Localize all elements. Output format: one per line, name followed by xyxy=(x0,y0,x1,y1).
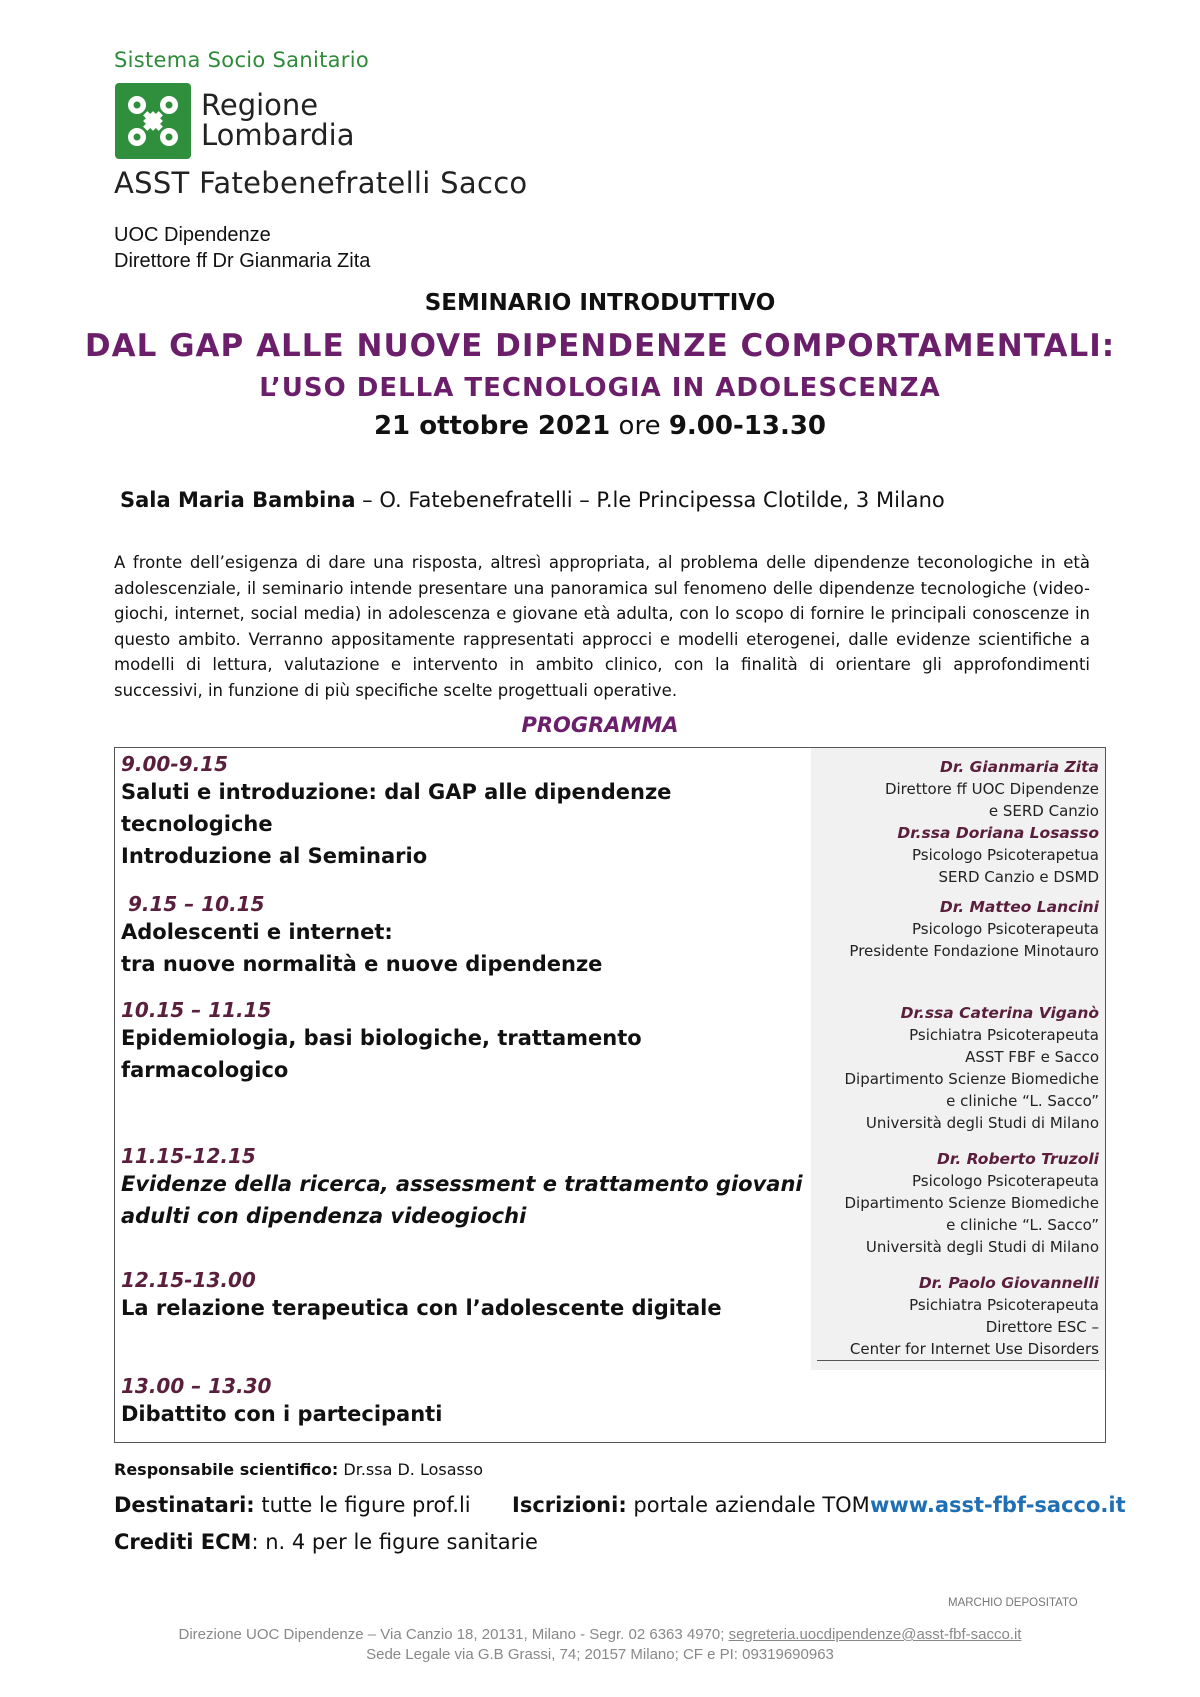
resp-value: Dr.ssa D. Losasso xyxy=(338,1460,483,1479)
dest-label: Destinatari: xyxy=(114,1493,255,1517)
logo-line-regione: Regione xyxy=(201,88,319,122)
regione-lombardia-logo-icon xyxy=(115,83,191,159)
session-cell xyxy=(115,994,812,1140)
speaker-role: e cliniche “L. Sacco” xyxy=(946,1092,1099,1110)
uoc-name: UOC Dipendenze xyxy=(114,224,271,246)
event-type: SEMINARIO INTRODUTTIVO xyxy=(424,290,776,316)
speaker-role: SERD Canzio e DSMD xyxy=(938,868,1099,886)
session-cell xyxy=(115,1140,812,1264)
ecm-credits xyxy=(114,1530,538,1554)
speaker-role: Università degli Studi di Milano xyxy=(865,1114,1099,1132)
speaker-role: ASST FBF e Sacco xyxy=(965,1048,1099,1066)
ecm-label: Crediti ECM xyxy=(114,1530,252,1554)
speaker-role: Psichiatra Psicoterapeuta xyxy=(909,1296,1099,1314)
speaker-name: Dr. Paolo Giovannelli xyxy=(918,1274,1099,1292)
uoc-block xyxy=(114,222,370,274)
speaker-role: Psicologo Psicoterapeuta xyxy=(912,1172,1099,1190)
dest-value: tutte le figure prof.li xyxy=(254,1493,471,1517)
speaker-role: e cliniche “L. Sacco” xyxy=(946,1216,1099,1234)
address-text: Direzione UOC Dipendenze – Via Canzio 18, 20131, Milano - Segr. 02 6363 4970; xyxy=(178,1626,729,1643)
scientific-responsible xyxy=(114,1460,483,1479)
speaker-cell xyxy=(811,994,1106,1140)
uoc-director: Direttore ff Dr Gianmaria Zita xyxy=(114,250,371,272)
session-title: Dibattito con i partecipanti xyxy=(121,1402,443,1426)
address-line-1 xyxy=(0,1626,1200,1643)
resp-label: Responsabile scientifico: xyxy=(114,1460,339,1479)
speaker-role: Psicologo Psicoterapeuta xyxy=(912,920,1099,938)
speaker-role: Presidente Fondazione Minotauro xyxy=(849,942,1099,960)
session-time: 11.15-12.15 xyxy=(121,1144,256,1168)
event-title: DAL GAP ALLE NUOVE DIPENDENZE COMPORTAMENTALI: xyxy=(84,328,1116,364)
speaker-cell xyxy=(811,1140,1106,1264)
intro-paragraph: A fronte dell’esigenza di dare una risposta, altresì appropriata, al problema delle dipendenze teconologiche in età adolescenziale, il seminario intende presentare una panoramica sul fenomeno delle dipendenze tecnologiche (video-giochi, internet, social media) in adolescenza e giovane età adulta, con lo scopo di fornire le principali conoscenze in questo ambito. Verranno appositamente rappresentati approcci e modelli eterogenei, dalle evidenze scientifiche a modelli di lettura, valutazione e intervento in ambito clinico, con la finalità di orientare gli approfondimenti successivi, in funzione di più specifiche scelte progettuali operative. xyxy=(114,553,1090,700)
session-cell xyxy=(115,888,812,994)
session-title: Epidemiologia, basi biologiche, trattamento farmacologico xyxy=(121,1026,642,1082)
speaker-name: Dr. Gianmaria Zita xyxy=(940,758,1099,776)
session-subtitle: Introduzione al Seminario xyxy=(121,844,428,868)
speaker-cell xyxy=(811,888,1106,994)
session-title: Evidenze della ricerca, assessment e trattamento giovani xyxy=(121,1172,803,1196)
speaker-role: Center for Internet Use Disorders xyxy=(817,1338,1099,1361)
table-row xyxy=(115,888,1106,994)
session-title: Saluti e introduzione: dal GAP alle dipendenze tecnologiche xyxy=(121,780,672,836)
trademark-notice: MARCHIO DEPOSITATO xyxy=(948,1597,1078,1609)
speaker-cell xyxy=(811,748,1106,889)
isc-value: portale aziendale TOM xyxy=(626,1493,870,1517)
session-time: 12.15-13.00 xyxy=(121,1268,256,1292)
speaker-name: Dr.ssa Doriana Losasso xyxy=(897,824,1099,842)
logo-text xyxy=(201,90,354,150)
speaker-name: Dr.ssa Caterina Viganò xyxy=(900,1004,1099,1022)
recipients xyxy=(114,1493,471,1517)
email-link[interactable]: segreteria.uocdipendenze@asst-fbf-sacco.it xyxy=(728,1626,1022,1643)
brand-top-text: Sistema Socio Sanitario xyxy=(114,48,370,72)
speaker-role: Università degli Studi di Milano xyxy=(865,1238,1099,1256)
speaker-name: Dr. Matteo Lancini xyxy=(939,898,1099,916)
session-time: 10.15 – 11.15 xyxy=(121,998,272,1022)
speaker-role: Dipartimento Scienze Biomediche xyxy=(844,1194,1099,1212)
speaker-role: Dipartimento Scienze Biomediche xyxy=(844,1070,1099,1088)
program-heading: PROGRAMMA xyxy=(521,713,679,737)
event-date-day: 21 ottobre 2021 xyxy=(373,411,611,441)
isc-label: Iscrizioni: xyxy=(512,1493,627,1517)
speaker-role: Direttore ESC – xyxy=(985,1318,1099,1336)
session-time: 13.00 – 13.30 xyxy=(121,1374,272,1398)
table-row xyxy=(115,1264,1106,1370)
event-date-ore: ore xyxy=(618,411,661,441)
speaker-cell xyxy=(811,1264,1106,1370)
session-cell xyxy=(115,1264,812,1370)
ecm-value: : n. 4 per le figure sanitarie xyxy=(251,1530,538,1554)
program-table xyxy=(114,747,1106,1443)
event-date xyxy=(0,411,1200,441)
speaker-role: e SERD Canzio xyxy=(988,802,1099,820)
session-subtitle: adulti con dipendenza videogiochi xyxy=(121,1204,527,1228)
session-cell xyxy=(115,748,812,889)
session-title: La relazione terapeutica con l’adolescente digitale xyxy=(121,1296,722,1320)
event-date-time: 9.00-13.30 xyxy=(668,411,827,441)
logo-line-lombardia: Lombardia xyxy=(201,118,355,152)
venue-address: – O. Fatebenefratelli – P.le Principessa Clotilde, 3 Milano xyxy=(355,488,945,512)
event-venue xyxy=(120,488,945,512)
session-title: Adolescenti e internet: xyxy=(121,920,393,944)
table-row xyxy=(115,994,1106,1140)
speaker-role: Psichiatra Psicoterapeuta xyxy=(909,1026,1099,1044)
session-time: 9.15 – 10.15 xyxy=(121,892,265,916)
address-line-2: Sede Legale via G.B Grassi, 74; 20157 Milano; CF e PI: 09319690963 xyxy=(366,1646,834,1663)
session-time: 9.00-9.15 xyxy=(121,752,228,776)
asst-name: ASST Fatebenefratelli Sacco xyxy=(114,166,528,200)
website-link[interactable]: www.asst-fbf-sacco.it xyxy=(870,1493,1126,1517)
registration xyxy=(512,1493,870,1517)
speaker-role: Psicologo Psicoterapetua xyxy=(912,846,1099,864)
session-subtitle: tra nuove normalità e nuove dipendenze xyxy=(121,952,603,976)
event-subtitle: L’USO DELLA TECNOLOGIA IN ADOLESCENZA xyxy=(259,373,941,403)
table-row xyxy=(115,748,1106,889)
venue-name: Sala Maria Bambina xyxy=(120,488,356,512)
speaker-role: Direttore ff UOC Dipendenze xyxy=(884,780,1099,798)
session-cell xyxy=(115,1370,812,1442)
empty-cell xyxy=(811,1370,1106,1442)
speaker-name: Dr. Roberto Truzoli xyxy=(937,1150,1099,1168)
table-row xyxy=(115,1140,1106,1264)
table-row xyxy=(115,1370,1106,1442)
